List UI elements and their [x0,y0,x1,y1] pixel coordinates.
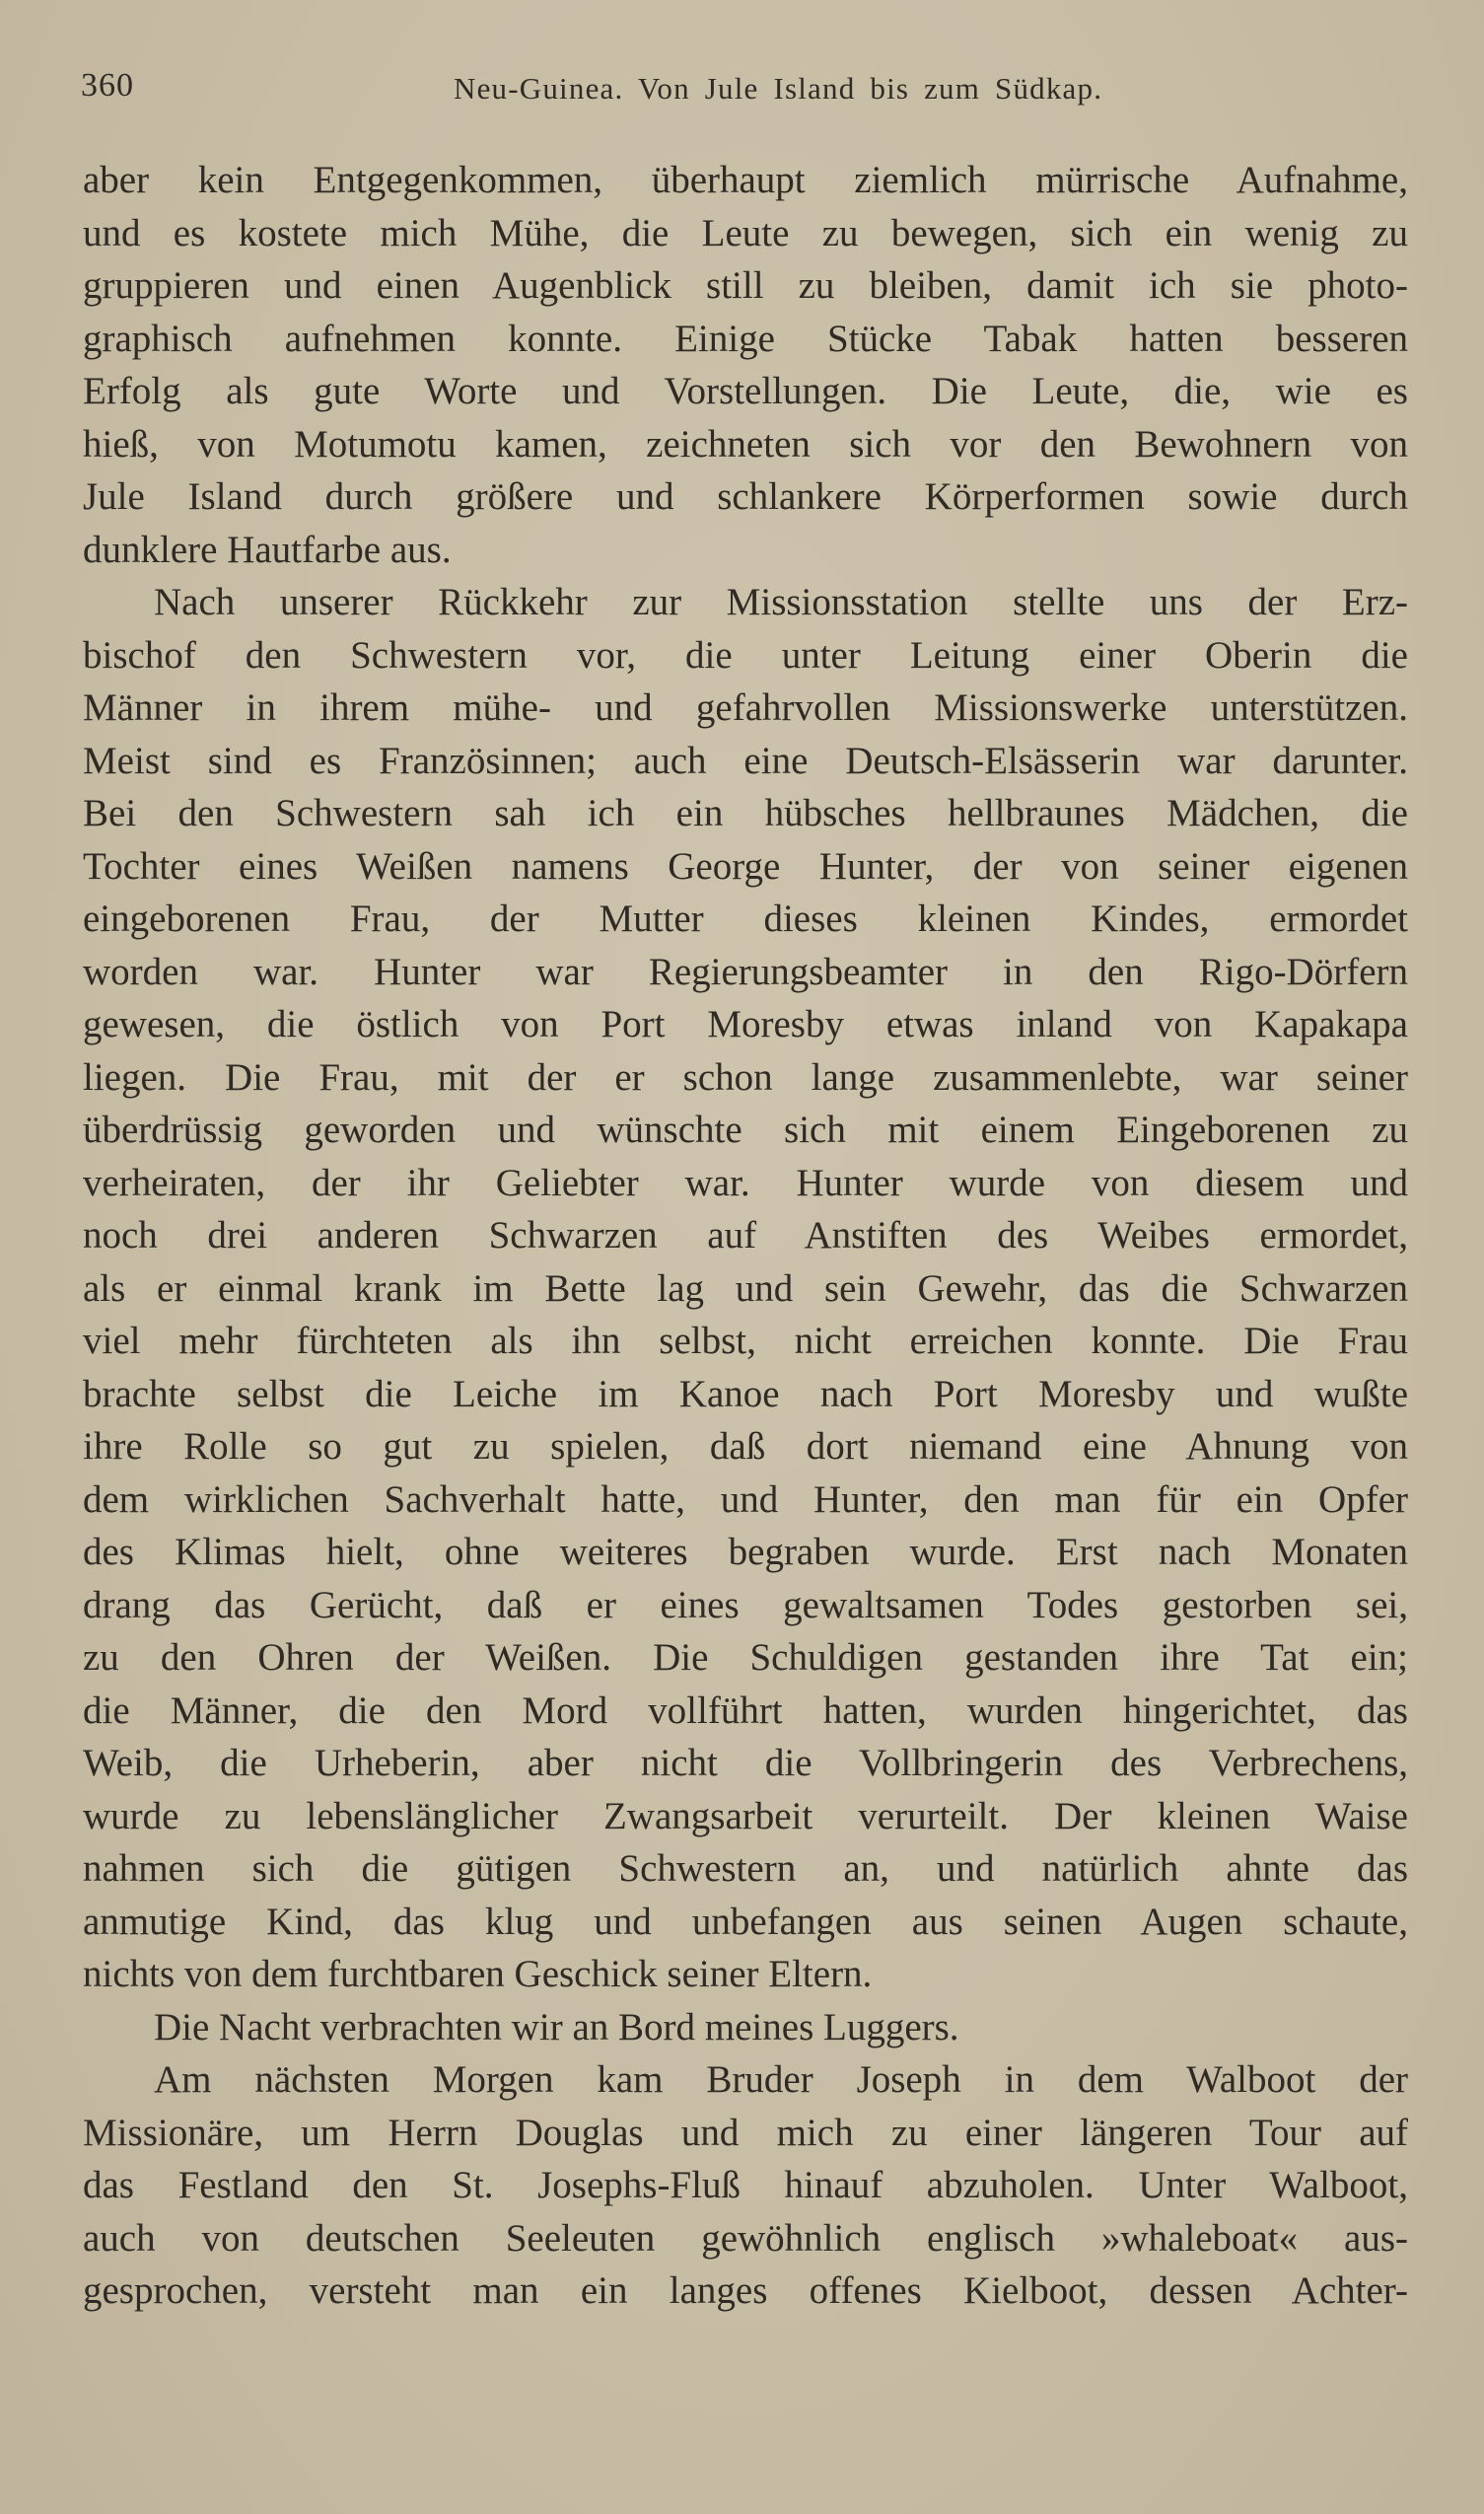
text-line: nahmen sich die gütigen Schwestern an, und natürlich ahnte das [83,1847,1408,1890]
text-line: ihre Rolle so gut zu spielen, daß dort niemand eine Ahnung von [83,1425,1408,1468]
text-line: Meist sind es Französinnen; auch eine Deutsch-Elsässerin war darunter. [83,739,1408,782]
text-line: gruppieren und einen Augenblick still zu bleiben, damit ich sie photo- [83,264,1408,307]
paragraph [83,2001,1408,2054]
text-line: bischof den Schwestern vor, die unter Leitung einer Oberin die [83,633,1408,677]
text-line: aber kein Entgegenkommen, überhaupt ziemlich mürrische Aufnahme, [83,159,1408,201]
running-title: Neu-Guinea. Von Jule Island bis zum Südkap. [454,71,1103,106]
text-line: des Klimas hielt, ohne weiteres begraben wurde. Erst nach Monaten [83,1531,1408,1573]
text-line: hieß, von Motumotu kamen, zeichneten sich vor den Bewohnern von [83,422,1408,466]
text-line: Tochter eines Weißen namens George Hunter, der von seiner eigenen [83,844,1408,888]
text-line: liegen. Die Frau, mit der er schon lange zusammenlebte, war seiner [83,1055,1408,1099]
text-line: Weib, die Urheberin, aber nicht die Vollbringerin des Verbrechens, [83,1742,1408,1784]
text-line: zu den Ohren der Weißen. Die Schuldigen gestanden ihre Tat ein; [83,1636,1408,1679]
text-line: viel mehr fürchteten als ihn selbst, nicht erreichen konnte. Die Frau [83,1320,1408,1362]
text-line: Bei den Schwestern sah ich ein hübsches hellbraunes Mädchen, die [83,792,1408,834]
text-line: noch drei anderen Schwarzen auf Anstiften des Weibes ermordet, [83,1214,1408,1257]
text-line: Nach unserer Rückkehr zur Missionsstation stellte uns der Erz- [154,581,1408,623]
body-text [83,154,1408,2318]
text-line: auch von deutschen Seeleuten gewöhnlich englisch »whaleboat« aus- [83,2216,1408,2260]
text-line: graphisch aufnehmen konnte. Einige Stücke Tabak hatten besseren [83,317,1408,360]
text-line: eingeborenen Frau, der Mutter dieses kleinen Kindes, ermordet [83,898,1408,940]
text-line: Männer in ihrem mühe- und gefahrvollen Missionswerke unterstützen. [83,686,1408,729]
text-line: als er einmal krank im Bette lag und sein Gewehr, das die Schwarzen [83,1266,1408,1310]
text-line: Missionäre, um Herrn Douglas und mich zu einer längeren Tour auf [83,2111,1408,2154]
page-header [81,67,1402,112]
text-line: dem wirklichen Sachverhalt hatte, und Hunter, den man für ein Opfer [83,1477,1408,1521]
paragraph [83,576,1408,2001]
paragraph [83,2053,1408,2318]
text-line: drang das Gerücht, daß er eines gewaltsamen Todes gestorben sei, [83,1583,1408,1626]
text-line: Die Nacht verbrachten wir an Bord meines Luggers. [154,2005,959,2048]
text-line: gesprochen, versteht man ein langes offenes Kielboot, dessen Achter- [83,2269,1408,2312]
paragraph [83,154,1408,576]
text-line: dunklere Hautfarbe aus. [83,528,452,571]
text-line: verheiraten, der ihr Geliebter war. Hunter wurde von diesem und [83,1161,1408,1204]
text-line: nichts von dem furchtbaren Geschick seiner Eltern. [83,1953,873,1995]
text-line: Erfolg als gute Worte und Vorstellungen. Die Leute, die, wie es [83,370,1408,412]
text-line: wurde zu lebenslänglicher Zwangsarbeit verurteilt. Der kleinen Waise [83,1794,1408,1837]
text-line: die Männer, die den Mord vollführt hatten, wurden hingerichtet, das [83,1688,1408,1732]
text-line: brachte selbst die Leiche im Kanoe nach Port Moresby und wußte [83,1372,1408,1415]
text-line: und es kostete mich Mühe, die Leute zu bewegen, sich ein wenig zu [83,211,1408,254]
text-line: anmutige Kind, das klug und unbefangen aus seinen Augen schaute, [83,1900,1408,1943]
text-line: überdrüssig geworden und wünschte sich mit einem Eingeborenen zu [83,1109,1408,1151]
text-line: Jule Island durch größere und schlankere Körperformen sowie durch [83,475,1408,518]
text-line: worden war. Hunter war Regierungsbeamter in den Rigo-Dörfern [83,950,1408,993]
text-line: das Festland den St. Josephs-Fluß hinauf abzuholen. Unter Walboot, [83,2164,1408,2206]
text-line: Am nächsten Morgen kam Bruder Joseph in dem Walboot der [154,2058,1408,2101]
page-number: 360 [81,67,134,104]
text-line: gewesen, die östlich von Port Moresby etwas inland von Kapakapa [83,1003,1408,1045]
